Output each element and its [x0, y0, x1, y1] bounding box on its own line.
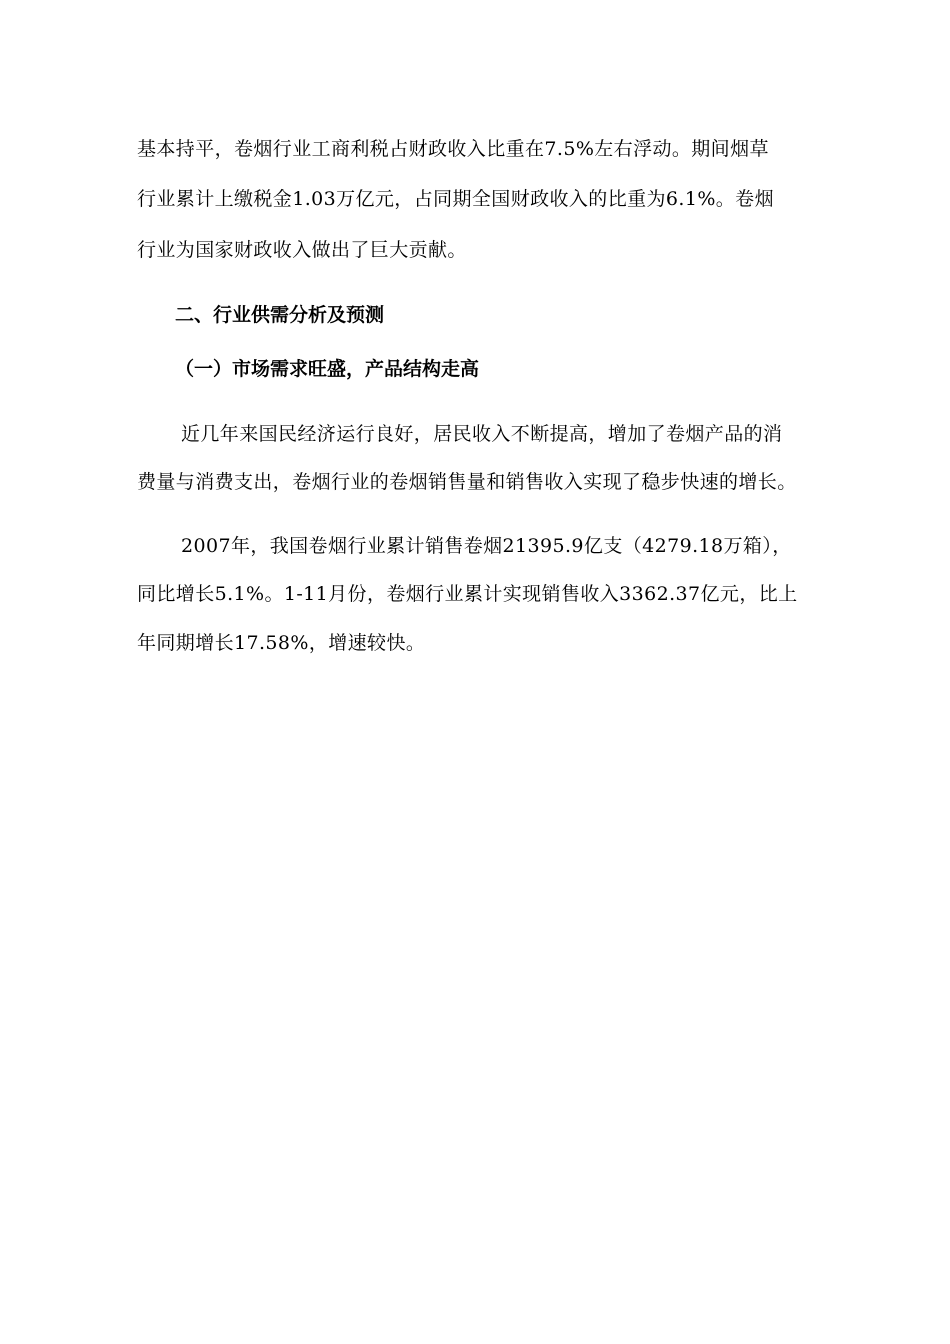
paragraph-continuation-line-3: 行业为国家财政收入做出了巨大贡献。	[137, 239, 467, 261]
paragraph-continuation-line-2: 行业累计上缴税金1.03万亿元，占同期全国财政收入的比重为6.1%。卷烟	[137, 188, 774, 210]
paragraph-continuation-line-1: 基本持平，卷烟行业工商利税占财政收入比重在7.5%左右浮动。期间烟草	[137, 138, 769, 160]
paragraph-sales-line-2: 同比增长5.1%。1-11月份，卷烟行业累计实现销售收入3362.37亿元，比上	[137, 583, 798, 605]
section-heading: 二、行业供需分析及预测	[175, 304, 385, 326]
paragraph-sales-line-1: 2007年，我国卷烟行业累计销售卷烟21395.9亿支（4279.18万箱），	[181, 535, 792, 557]
paragraph-demand-line-1: 近几年来国民经济运行良好，居民收入不断提高，增加了卷烟产品的消	[181, 423, 783, 445]
paragraph-demand-line-2: 费量与消费支出，卷烟行业的卷烟销售量和销售收入实现了稳步快速的增长。	[137, 471, 797, 493]
paragraph-sales-line-3: 年同期增长17.58%，增速较快。	[137, 632, 426, 654]
subsection-heading: （一）市场需求旺盛，产品结构走高	[175, 358, 480, 380]
